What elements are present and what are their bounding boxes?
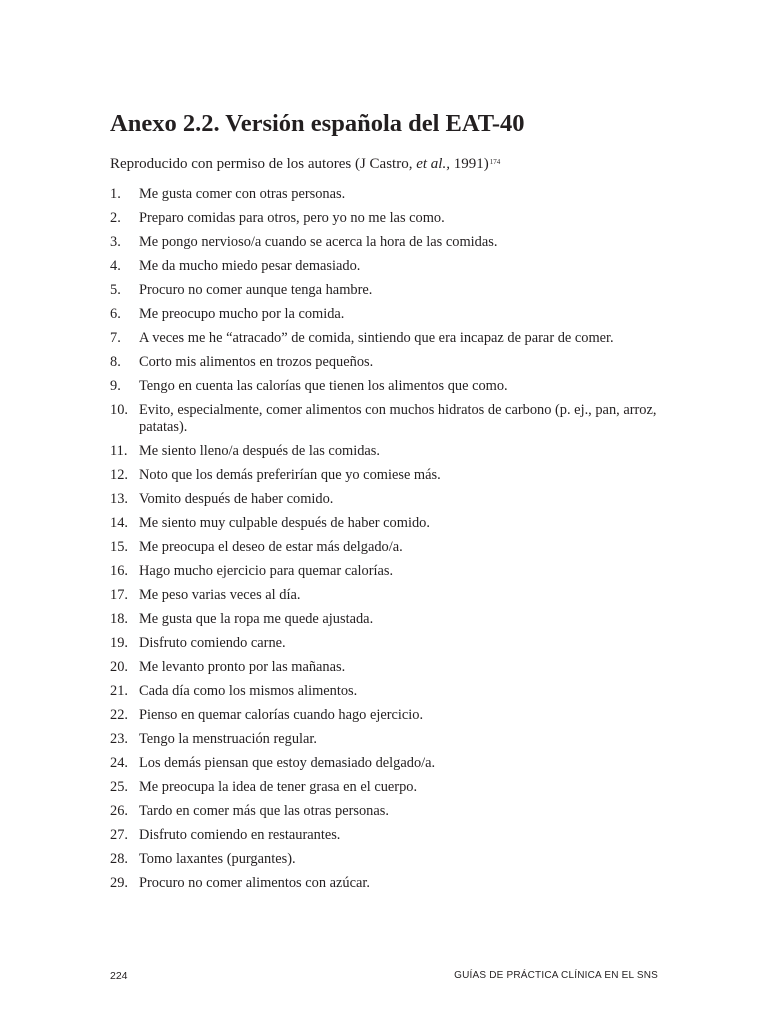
item-number: 2. (110, 210, 121, 226)
item-number: 25. (110, 779, 128, 795)
item-number: 18. (110, 611, 128, 627)
item-text: Procuro no comer aunque tenga hambre. (139, 282, 373, 298)
list-item (110, 467, 670, 484)
attribution-et-al: et al., (416, 156, 450, 172)
item-text: Evito, especialmente, comer alimentos con muchos hidratos de carbono (p. ej., pan, arroz, patatas). (139, 402, 657, 435)
item-number: 15. (110, 539, 128, 555)
item-number: 28. (110, 851, 128, 867)
item-number: 22. (110, 707, 128, 723)
page-title: Anexo 2.2. Versión española del EAT-40 (110, 110, 525, 138)
list-item (110, 587, 670, 604)
list-item (110, 330, 670, 347)
item-text: Me preocupa el deseo de estar más delgado/a. (139, 539, 403, 555)
item-text: Me siento lleno/a después de las comidas. (139, 443, 380, 459)
item-number: 8. (110, 354, 121, 370)
item-text: Me preocupa la idea de tener grasa en el cuerpo. (139, 779, 418, 795)
list-item (110, 354, 670, 371)
page-number: 224 (110, 970, 128, 982)
item-text: Me da mucho miedo pesar demasiado. (139, 258, 361, 274)
item-number: 14. (110, 515, 128, 531)
item-number: 21. (110, 683, 128, 699)
item-number: 27. (110, 827, 128, 843)
list-item (110, 539, 670, 556)
item-number: 10. (110, 402, 128, 418)
item-number: 7. (110, 330, 121, 346)
item-number: 20. (110, 659, 128, 675)
item-text: Corto mis alimentos en trozos pequeños. (139, 354, 374, 370)
item-number: 13. (110, 491, 128, 507)
item-text: Me gusta comer con otras personas. (139, 186, 346, 202)
item-text: Vomito después de haber comido. (139, 491, 334, 507)
item-text: Disfruto comiendo en restaurantes. (139, 827, 341, 843)
item-text: Pienso en quemar calorías cuando hago ejercicio. (139, 707, 424, 723)
list-item (110, 731, 670, 748)
item-text: Los demás piensan que estoy demasiado delgado/a. (139, 755, 436, 771)
item-number: 17. (110, 587, 128, 603)
reference-superscript: 174 (489, 158, 501, 166)
item-number: 12. (110, 467, 128, 483)
item-text: Me siento muy culpable después de haber comido. (139, 515, 430, 531)
item-text: Me pongo nervioso/a cuando se acerca la hora de las comidas. (139, 234, 498, 250)
item-number: 16. (110, 563, 128, 579)
item-number: 24. (110, 755, 128, 771)
list-item (110, 282, 670, 299)
item-text: Me peso varias veces al día. (139, 587, 301, 603)
item-number: 5. (110, 282, 121, 298)
item-text: Tengo en cuenta las calorías que tienen los alimentos que como. (139, 378, 508, 394)
list-item (110, 515, 670, 532)
item-text: Tardo en comer más que las otras personas. (139, 803, 389, 819)
item-number: 19. (110, 635, 128, 651)
attribution-year: 1991) (449, 156, 489, 172)
item-number: 1. (110, 186, 121, 202)
item-text: Me preocupo mucho por la comida. (139, 306, 345, 322)
list-item (110, 755, 670, 772)
item-text: A veces me he “atracado” de comida, sintiendo que era incapaz de parar de comer. (139, 330, 614, 346)
item-number: 23. (110, 731, 128, 747)
list-item (110, 779, 670, 796)
item-number: 11. (110, 443, 128, 459)
list-item (110, 635, 670, 652)
item-number: 26. (110, 803, 128, 819)
footer-series-title: GUÍAS DE PRÁCTICA CLÍNICA EN EL SNS (454, 970, 658, 981)
list-item (110, 378, 670, 395)
item-text: Hago mucho ejercicio para quemar calorías. (139, 563, 394, 579)
item-text: Me gusta que la ropa me quede ajustada. (139, 611, 374, 627)
item-text: Disfruto comiendo carne. (139, 635, 286, 651)
list-item (110, 683, 670, 700)
list-item (110, 851, 670, 868)
list-item (110, 258, 670, 275)
item-number: 6. (110, 306, 121, 322)
item-number: 9. (110, 378, 121, 394)
list-item (110, 210, 670, 227)
attribution-text: Reproducido con permiso de los autores (J Castro, (110, 156, 417, 172)
list-item (110, 491, 670, 508)
list-item (110, 306, 670, 323)
list-item (110, 402, 670, 436)
list-item (110, 707, 670, 724)
list-item (110, 563, 670, 580)
list-item (110, 803, 670, 820)
item-number: 4. (110, 258, 121, 274)
list-item (110, 186, 670, 203)
list-item (110, 659, 670, 676)
item-number: 29. (110, 875, 128, 891)
list-item (110, 875, 670, 892)
attribution-note (110, 154, 500, 174)
item-text: Me levanto pronto por las mañanas. (139, 659, 346, 675)
list-item (110, 443, 670, 460)
item-text: Procuro no comer alimentos con azúcar. (139, 875, 370, 891)
questionnaire-item-list (110, 186, 670, 899)
list-item (110, 234, 670, 251)
item-text: Preparo comidas para otros, pero yo no me las como. (139, 210, 445, 226)
list-item (110, 611, 670, 628)
item-text: Tomo laxantes (purgantes). (139, 851, 296, 867)
item-text: Noto que los demás preferirían que yo comiese más. (139, 467, 441, 483)
item-text: Cada día como los mismos alimentos. (139, 683, 358, 699)
item-text: Tengo la menstruación regular. (139, 731, 318, 747)
item-number: 3. (110, 234, 121, 250)
list-item (110, 827, 670, 844)
